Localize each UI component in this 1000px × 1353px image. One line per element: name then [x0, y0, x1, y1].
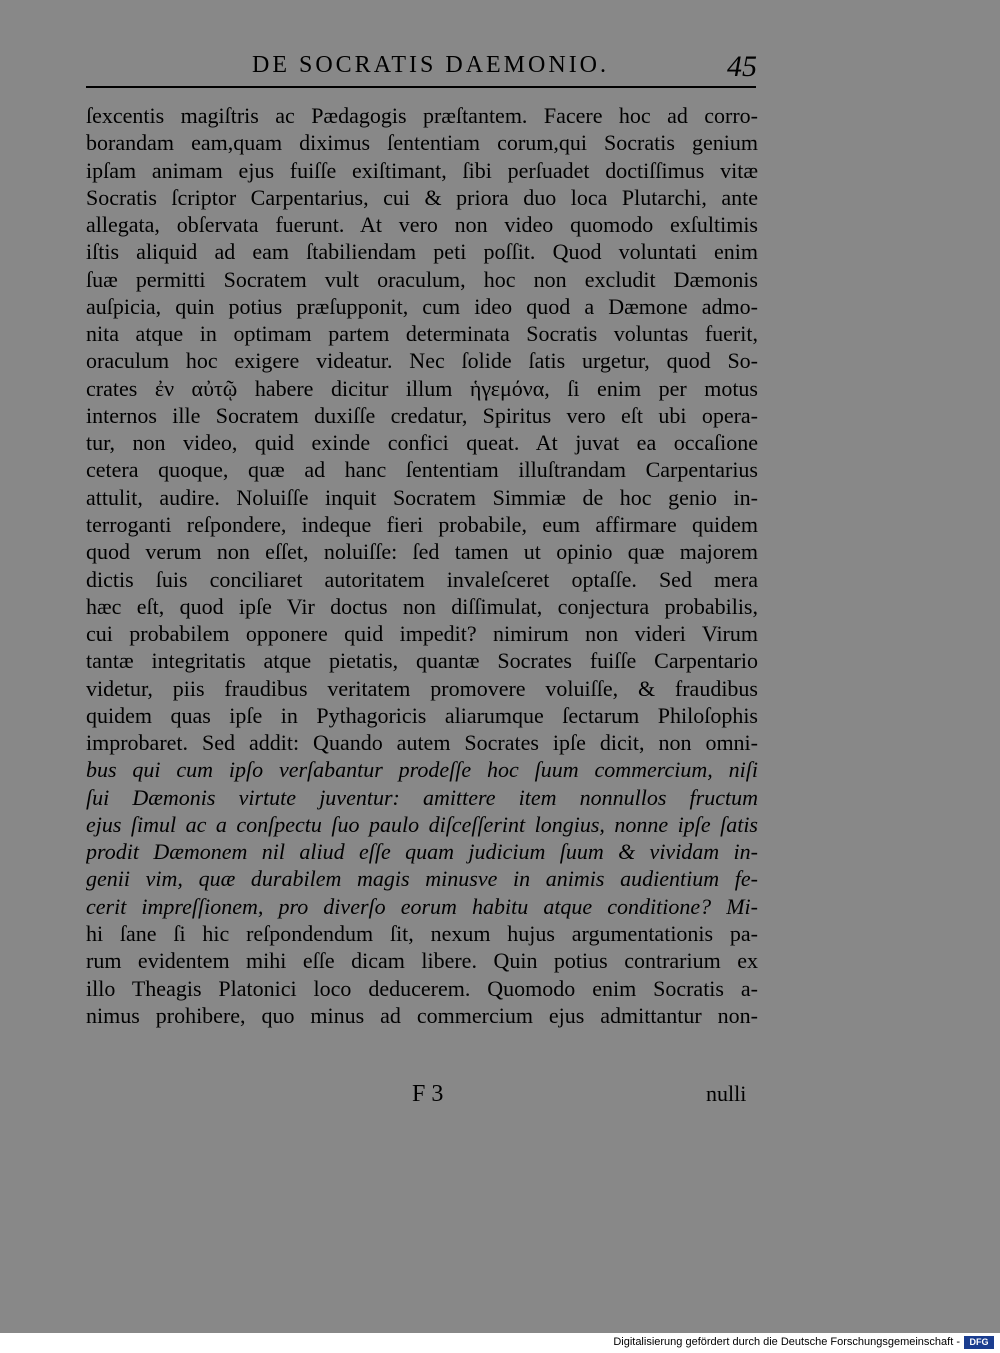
- text-line: internos ille Socratem duxiſſe credatur, Spiritus vero eſt ubi opera-: [86, 402, 758, 428]
- body-text: [86, 102, 758, 1029]
- dfg-logo: DFG: [964, 1336, 994, 1349]
- text-line: cetera quoque, quæ ad hanc ſententiam illuſtrandam Carpentarius: [86, 457, 758, 483]
- page-number: 45: [727, 50, 757, 83]
- text-line: cui probabilem opponere quid impedit? nimirum non videri Virum: [86, 621, 758, 647]
- text-line: tantæ integritatis atque pietatis, quantæ Socrates fuiſſe Carpentario: [86, 648, 758, 674]
- text-line: improbaret. Sed addit: Quando autem Socrates ipſe dicit, non omni-: [86, 730, 758, 756]
- text-line: genii vim, quæ durabilem magis minusve in animis audientium fe-: [86, 866, 758, 892]
- text-line: bus qui cum ipſo verſabantur prodeſſe hoc ſuum commercium, niſi: [86, 757, 758, 783]
- text-line: crates ἐν αὐτῷ habere dicitur illum ἡγεμόνα, ſi enim per motus: [86, 375, 758, 401]
- text-line: hæc eſt, quod ipſe Vir doctus non diſſimulat, conjectura probabilis,: [86, 593, 758, 619]
- text-line: ejus ſimul ac a conſpectu ſuo paulo diſceſſerint longius, nonne ipſe ſatis: [86, 811, 758, 837]
- text-line: allegata, obſervata fuerunt. At vero non video quomodo exſultimis: [86, 212, 758, 238]
- signature-mark: F 3: [412, 1081, 444, 1107]
- text-line: Socratis ſcriptor Carpentarius, cui & priora duo loca Plutarchi, ante: [86, 184, 758, 210]
- funding-credit: Digitalisierung gefördert durch die Deutsche Forschungsgemeinschaft -: [613, 1336, 960, 1348]
- text-line: quidem quas ipſe in Pythagoricis aliarumque ſectarum Philoſophis: [86, 702, 758, 728]
- text-line: iſtis aliquid ad eam ſtabiliendam peti poſſit. Quod voluntati enim: [86, 239, 758, 265]
- text-line: tur, non video, quid exinde confici queat. At juvat ea occaſione: [86, 430, 758, 456]
- text-line: ſui Dæmonis virtute juventur: amittere item nonnullos fructum: [86, 784, 758, 810]
- text-line: illo Theagis Platonici loco deducerem. Quomodo enim Socratis a-: [86, 975, 758, 1001]
- text-line: hi ſane ſi hic reſpondendum ſit, nexum hujus argumentationis pa-: [86, 920, 758, 946]
- text-line: oraculum hoc exigere videatur. Nec ſolide ſatis urgetur, quod So-: [86, 348, 758, 374]
- text-line: ipſam animam ejus fuiſſe exiſtimant, ſibi perſuadet doctiſſimus vitæ: [86, 157, 758, 183]
- text-line: nita atque in optimam partem determinata Socratis voluntas fuerit,: [86, 321, 758, 347]
- text-line: borandam eam,quam diximus ſententiam corum,qui Socratis genium: [86, 130, 758, 156]
- text-line: prodit Dæmonem nil aliud eſſe quam judicium ſuum & vividam in-: [86, 839, 758, 865]
- catchword: nulli: [706, 1081, 747, 1106]
- text-line: videtur, piis fraudibus veritatem promovere voluiſſe, & fraudibus: [86, 675, 758, 701]
- header-rule: [86, 86, 756, 88]
- running-head: DE SOCRATIS DAEMONIO.: [252, 52, 610, 78]
- text-line: nimus prohibere, quo minus ad commercium ejus admittantur non-: [86, 1002, 758, 1028]
- text-line: auſpicia, quin potius præſupponit, cum ideo quod a Dæmone admo-: [86, 293, 758, 319]
- text-line: attulit, audire. Noluiſſe inquit Socratem Simmiæ de hoc genio in-: [86, 484, 758, 510]
- text-line: quod verum non eſſet, noluiſſe: ſed tamen ut opinio quæ majorem: [86, 539, 758, 565]
- text-line: rum evidentem mihi eſſe dicam libere. Quin potius contrarium ex: [86, 948, 758, 974]
- text-line: cerit impreſſionem, pro diverſo eorum habitu atque conditione? Mi-: [86, 893, 758, 919]
- text-line: dictis ſuis conciliaret autoritatem invaleſceret optaſſe. Sed mera: [86, 566, 758, 592]
- text-line: ſuæ permitti Socratem vult oraculum, hoc non excludit Dæmonis: [86, 266, 758, 292]
- text-line: terroganti reſpondere, indeque fieri probabile, eum affirmare quidem: [86, 511, 758, 537]
- text-line: ſexcentis magiſtris ac Pædagogis præſtantem. Facere hoc ad corro-: [86, 103, 758, 128]
